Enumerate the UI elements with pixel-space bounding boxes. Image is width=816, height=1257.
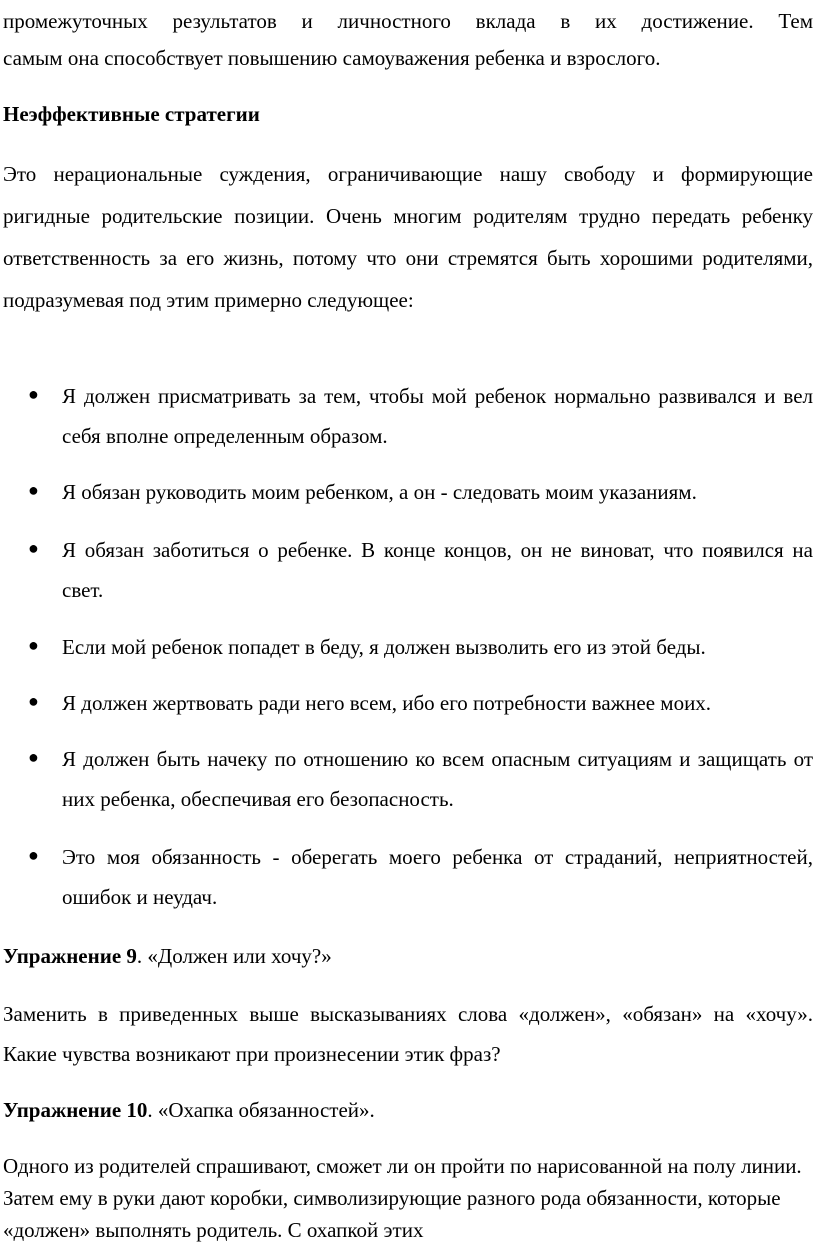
- exercise-10-text: Одного из родителей спрашивают, сможет ли он пройти по нарисованной на полу линии. Затем ему в руки дают коробки, символизирующие разного рода обязанности, которые «должен» выполнять родитель. С охапкой этих: [3, 1154, 802, 1242]
- list-item-text: Я обязан руководить моим ребенком, а он - следовать моим указаниям.: [62, 480, 697, 504]
- exercise-10-label: Упражнение 10: [3, 1098, 148, 1122]
- exercise-10-heading: [3, 1092, 813, 1129]
- list-item-text: Я должен быть начеку по отношению ко всем опасным ситуациям и защищать от них ребенка, обеспечивая его безопасность.: [62, 747, 813, 811]
- bullet-icon: ●: [28, 845, 39, 865]
- exercise-9-text: Заменить в приведенных выше высказываниях слова «должен», «обязан» на «хочу». Какие чувства возникают при произнесении этик фраз?: [3, 1002, 813, 1066]
- list-item-text: Я обязан заботиться о ребенке. В конце концов, он не виноват, что появился на свет.: [62, 538, 813, 602]
- list-item-text: Это моя обязанность - оберегать моего ребенка от страданий, неприятностей, ошибок и неудач.: [62, 845, 813, 909]
- exercise-10-title: . «Охапка обязанностей».: [147, 1098, 375, 1122]
- paragraph-ineffective-strategies: Это нерациональные суждения, ограничивающие нашу свободу и формирующие ригидные родительские позиции. Очень многим родителям трудно передать ребенку ответственность за его жизнь, потому что они стремятся быть хорошими родителями, подразумевая под этим примерно следующее:: [3, 162, 813, 312]
- bullet-icon: ●: [28, 480, 39, 500]
- exercise-9-label: Упражнение 9: [3, 944, 137, 968]
- bullet-icon: ●: [28, 747, 39, 767]
- intro-line-2: самым она способствует повышению самоуважения ребенка и взрослого.: [3, 46, 661, 70]
- bullet-icon: ●: [28, 691, 39, 711]
- exercise-9-title: . «Должен или хочу?»: [136, 944, 332, 968]
- bullet-icon: ●: [28, 384, 39, 404]
- bullet-icon: ●: [28, 538, 39, 558]
- section-heading: Неэффективные стратегии: [3, 102, 260, 126]
- intro-line-1: промежуточных результатов и личностного вклада в их достижение. Тем: [3, 9, 813, 33]
- list-item-text: Если мой ребенок попадет в беду, я должен вызволить его из этой беды.: [62, 635, 706, 659]
- list-item-text: Я должен присматривать за тем, чтобы мой ребенок нормально развивался и вел себя вполне определенным образом.: [62, 384, 813, 448]
- list-item-text: Я должен жертвовать ради него всем, ибо его потребности важнее моих.: [62, 691, 712, 715]
- bullet-icon: ●: [28, 635, 39, 655]
- exercise-9-heading: [3, 938, 813, 975]
